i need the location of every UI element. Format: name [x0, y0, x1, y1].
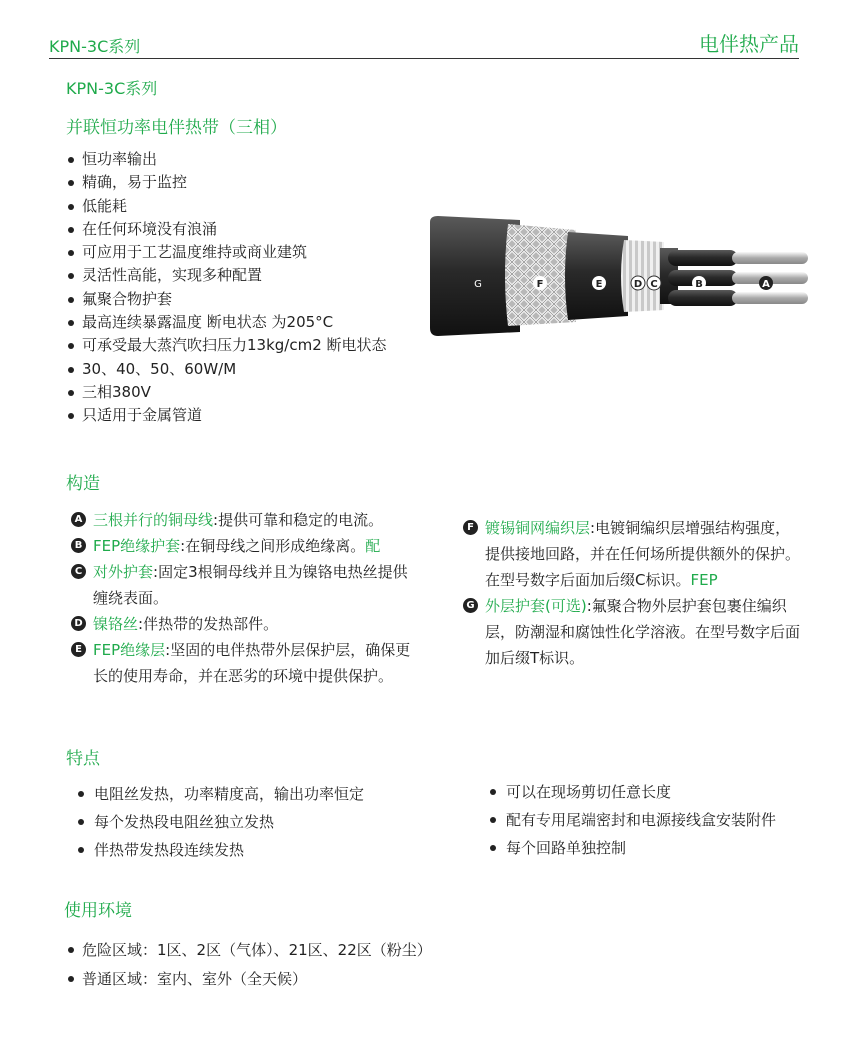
construction-item-d [74, 611, 413, 637]
badge-g-icon: G [463, 598, 478, 613]
list-item: 恒功率输出 [66, 148, 387, 171]
list-item: 可承受最大蒸汽吹扫压力13kg/cm2 断电状态 [66, 334, 387, 357]
label-c [647, 276, 661, 290]
list-item: 精确，易于监控 [66, 171, 387, 194]
list-item: 配有专用尾端密封和电源接线盒安装附件 [488, 806, 776, 834]
list-item: 可以在现场剪切任意长度 [488, 778, 776, 806]
construction-term: 三根并行的铜母线 [93, 511, 214, 529]
construction-item-c [74, 559, 413, 611]
label-a [759, 276, 773, 290]
list-item: 可应用于工艺温度维持或商业建筑 [66, 241, 387, 264]
construction-tail: FEP [690, 571, 718, 589]
construction-item-e [75, 637, 413, 689]
svg-text:G: G [474, 279, 482, 290]
svg-text:A: A [762, 279, 770, 290]
construction-item-a [74, 507, 423, 533]
construction-term: 对外护套 [93, 563, 154, 581]
svg-text:C: C [650, 279, 658, 290]
conductor-insulation-top [668, 250, 738, 266]
badge-e-icon: E [71, 642, 86, 657]
construction-term: 镀锡铜网编织层 [485, 519, 591, 537]
construction-term: FEP绝缘层 [93, 641, 166, 659]
characteristics-list-left [76, 780, 364, 864]
list-item: 伴热带发热段连续发热 [76, 836, 364, 864]
construction-desc: :伴热带的发热部件。 [138, 615, 279, 633]
product-series: KPN-3C系列 [66, 79, 158, 98]
list-item: 最高连续暴露温度 断电状态 为205°C [66, 311, 387, 334]
badge-f-icon: F [463, 520, 478, 535]
construction-section-title: 构造 [66, 474, 100, 494]
copper-bus-wire-top [732, 252, 808, 264]
construction-item-b [74, 533, 423, 559]
construction-desc: :固定3根铜母线并且为镍铬电热丝提供缠绕表面。 [93, 563, 408, 607]
characteristics-list-right [488, 778, 776, 862]
characteristics-section-title: 特点 [66, 749, 100, 769]
construction-term: 镍铬丝 [93, 615, 139, 633]
feature-list [66, 148, 387, 428]
list-item: 普通区域：室内、室外（全天候） [66, 965, 432, 994]
construction-desc: :氟聚合物外层护套包裹住编织层，防潮湿和腐蚀性化学溶液。在型号数字后面加后缀T标识。 [485, 597, 801, 667]
list-item: 三相380V [66, 381, 387, 404]
copper-bus-wire-bottom [732, 292, 808, 304]
label-e [592, 276, 606, 290]
list-item: 每个发热段电阻丝独立发热 [76, 808, 364, 836]
construction-tail: 配 [365, 537, 381, 555]
label-b [692, 276, 706, 290]
svg-text:D: D [633, 279, 643, 290]
svg-text:E: E [595, 279, 603, 290]
badge-a-icon: A [71, 512, 86, 527]
svg-text:F: F [536, 279, 544, 290]
list-item: 每个回路单独控制 [488, 834, 776, 862]
header-divider [49, 58, 799, 59]
construction-term: 外层护套(可选) [485, 597, 587, 615]
construction-desc: :电镀铜编织层增强结构强度，提供接地回路，并在任何场所提供额外的保护。在型号数字后面加后缀C标识。 [485, 519, 801, 589]
label-f [533, 276, 547, 290]
list-item: 30、40、50、60W/M [66, 358, 387, 381]
construction-item-f [467, 515, 803, 593]
list-item: 灵活性高能，实现多种配置 [66, 264, 387, 287]
conductor-insulation-bottom [668, 290, 738, 306]
list-item: 氟聚合物护套 [66, 288, 387, 311]
environment-section-title: 使用环境 [64, 901, 132, 921]
environment-list [66, 936, 432, 994]
fep-insulation-layer [565, 232, 628, 320]
cable-cross-section-diagram [428, 214, 812, 338]
label-d [631, 276, 645, 290]
construction-desc: :在铜母线之间形成绝缘离。 [180, 537, 366, 555]
svg-text:B: B [695, 279, 703, 290]
construction-desc: :提供可靠和稳定的电流。 [213, 511, 384, 529]
nichrome-wire-layer [621, 240, 664, 312]
list-item: 在任何环境没有浪涌 [66, 218, 387, 241]
header-category-title: 电伴热产品 [699, 32, 799, 56]
header-series-title: KPN-3C系列 [49, 37, 141, 56]
list-item: 危险区域：1区、2区（气体）、21区、22区（粉尘） [66, 936, 432, 965]
list-item: 只适用于金属管道 [66, 404, 387, 427]
label-g [474, 279, 482, 290]
badge-c-icon: C [71, 564, 86, 579]
construction-term: FEP绝缘护套 [93, 537, 181, 555]
list-item: 电阻丝发热，功率精度高，输出功率恒定 [76, 780, 364, 808]
construction-item-g [466, 593, 803, 671]
badge-b-icon: B [71, 538, 86, 553]
construction-desc: :坚固的电伴热带外层保护层，确保更长的使用寿命，并在恶劣的环境中提供保护。 [93, 641, 411, 685]
product-name: 并联恒功率电伴热带（三相） [66, 118, 287, 138]
list-item: 低能耗 [66, 195, 387, 218]
badge-d-icon: D [71, 616, 86, 631]
